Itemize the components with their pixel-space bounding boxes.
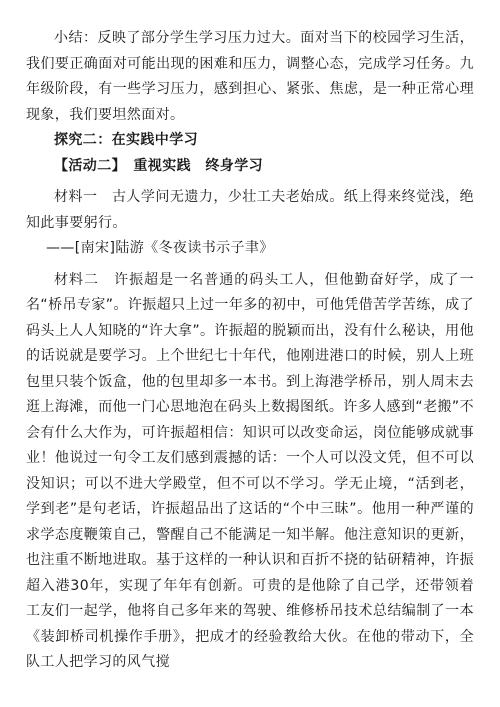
section-heading: 探究二：在实践中学习 <box>54 132 198 148</box>
material-one-paragraph: 材料一 古人学问无遗力，少壮工夫老始成。纸上得来终觉浅，绝知此事要躬行。 <box>26 189 474 231</box>
material-two-paragraph: 材料二 许振超是一名普通的码头工人，但他勤奋好学，成了一名“桥吊专家”。许振超只上过一年多的初中，可他凭借苦学苦练，成了码头上人人知晓的“许大拿”。许振超的脱颖而出，没有什么秘诀，用他的话说就是要学习。上个世纪七十年代，他刚进港口的时候，别人上班包里只装个饭盒，他的包里却多一本书。到上海港学桥吊，别人周末去逛上海滩，而他一门心思地泡在码头上数揭图纸。许多人感到“老搬”不会有什么大作为，可许振超相信：知识可以改变命运，岗位能够成就事业！他说过一句令工友们感到震撼的话：一个人可以没文凭，但不可以没知识；可以不进大学殿堂，但不可以不学习。学无止境，“活到老，学到老”是句老话，许振超品出了这话的“个中三昧”。他用一种严谨的求学态度鞭策自己，警醒自己不能满足一知半解。他注意知识的更新，也注重不断地进取。基于这样的一种认识和百折不挠的钻研精神，许振超入港30年，实现了年年有创新。可贵的是他除了自己学，还带领着工友们一起学，他将自己多年来的驾驶、维修桥吊技术总结编制了一本《装卸桥司机操作手册》，把成才的经验教给大伙。在他的带动下，全队工人把学习的风气搅 <box>26 271 474 670</box>
summary-paragraph: 小结：反映了部分学生学习压力过大。面对当下的校园学习生活，我们要正确面对可能出现的困难和压力，调整心态，完成学习任务。九年级阶段，有一些学习压力，感到担心、紧张、焦虑，是一种正常心理现象，我们要坦然面对。 <box>26 30 474 123</box>
citation: ——[南宋]陆游《冬夜读书示子聿》 <box>46 240 274 256</box>
activity-heading: 【活动二】 重视实践 终身学习 <box>54 157 263 174</box>
document-page <box>26 26 474 676</box>
